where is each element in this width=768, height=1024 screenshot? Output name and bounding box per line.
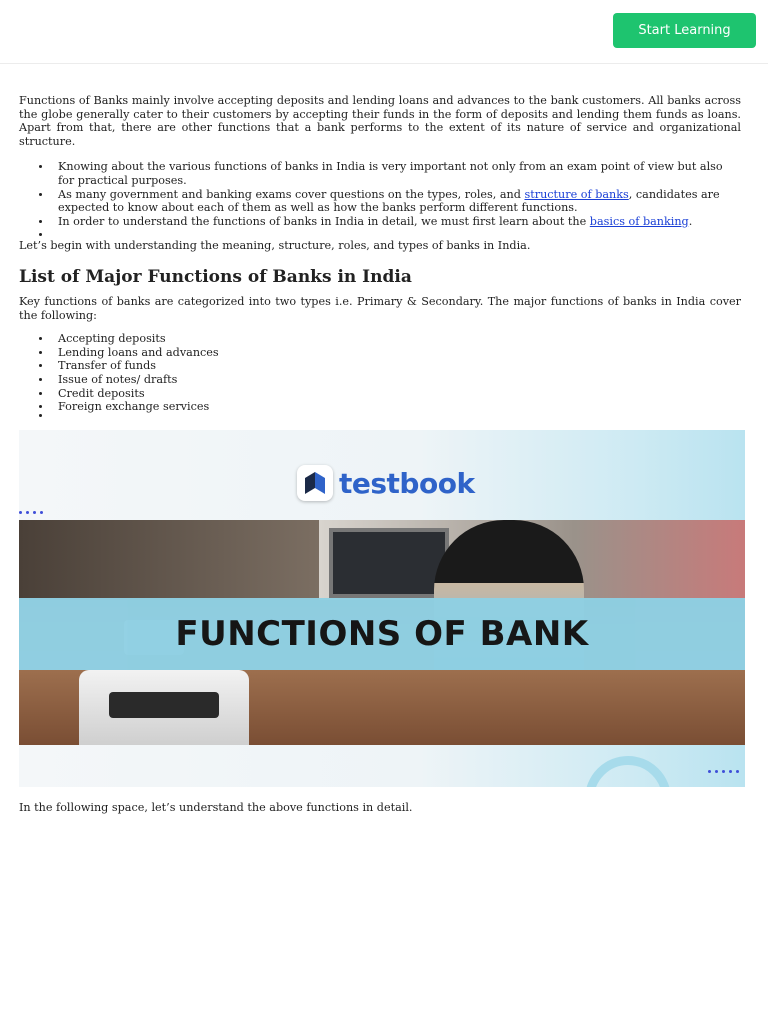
bullet-icon	[39, 220, 42, 223]
start-learning-button[interactable]: Start Learning	[613, 13, 756, 48]
list-item-text: Credit deposits	[58, 386, 145, 400]
list-item-text: Accepting deposits	[58, 332, 166, 346]
banner-title: FUNCTIONS OF BANK	[175, 614, 589, 654]
list-item	[19, 160, 741, 187]
list-item-text: Issue of notes/ drafts	[58, 372, 178, 386]
bullet-icon	[39, 414, 42, 417]
decorative-dots-icon	[708, 758, 743, 777]
testbook-mark-icon	[297, 465, 333, 501]
section-paragraph: Key functions of banks are categorized into two types i.e. Primary & Secondary. The major functions of banks in India cover the following:	[19, 294, 741, 322]
bullet-icon	[39, 165, 42, 168]
list-item	[19, 387, 741, 401]
list-item	[19, 346, 741, 360]
bullet-icon	[39, 233, 42, 236]
structure-of-banks-link[interactable]: structure of banks	[524, 187, 629, 201]
closing-paragraph: Let’s begin with understanding the meaning, structure, roles, and types of banks in India.	[19, 239, 531, 253]
top-bar	[0, 0, 768, 64]
decorative-dots-icon	[19, 499, 47, 518]
list-item-text: Knowing about the various functions of banks in India is very important not only from an exam point of view but also for practical purposes.	[58, 160, 723, 187]
bullet-icon	[39, 392, 42, 395]
bullet-icon	[39, 405, 42, 408]
list-item-text: Lending loans and advances	[58, 345, 219, 359]
list-item	[19, 188, 741, 215]
list-item	[19, 373, 741, 387]
list-item	[19, 332, 741, 346]
list-item	[19, 359, 741, 373]
bullet-icon	[39, 378, 42, 381]
list-item	[19, 400, 741, 414]
outro-paragraph: In the following space, let’s understand the above functions in detail.	[19, 801, 413, 814]
testbook-logo	[297, 465, 475, 501]
decorative-ring-icon	[585, 756, 671, 787]
bullet-icon	[39, 351, 42, 354]
list-item-text-post: .	[688, 214, 693, 228]
list-item-text: Transfer of funds	[58, 359, 156, 373]
banner-title-band	[19, 598, 745, 670]
list-item-text-pre: As many government and banking exams cover questions on the types, roles, and	[58, 187, 525, 201]
intro-bullet-list	[19, 160, 741, 228]
bullet-icon	[39, 337, 42, 340]
intro-paragraph: Functions of Banks mainly involve accepting deposits and lending loans and advances to the bank customers. All banks across the globe generally cater to their customers by accepting their funds in the form of deposits and lending them funds as loans. Apart from that, there are other functions that a bank performs to the extent of its nature of service and organizational structure.	[19, 94, 741, 148]
empty-list-item	[19, 414, 741, 420]
article-content	[19, 94, 741, 420]
list-item-text: Foreign exchange services	[58, 400, 210, 414]
list-item	[19, 215, 741, 229]
basics-of-banking-link[interactable]: basics of banking	[589, 214, 689, 228]
list-item-text-pre: In order to understand the functions of banks in India in detail, we must first learn about the	[58, 214, 590, 228]
bullet-icon	[39, 364, 42, 367]
empty-list-item	[19, 233, 741, 239]
functions-list	[19, 332, 741, 414]
bullet-icon	[39, 193, 42, 196]
list-item-text-post: , candidates are expected to know about each of them as well as how the banks perform different functions.	[58, 187, 720, 215]
brand-wordmark: testbook	[339, 466, 475, 500]
functions-of-bank-banner	[19, 430, 745, 787]
section-heading: List of Major Functions of Banks in India	[19, 266, 412, 287]
